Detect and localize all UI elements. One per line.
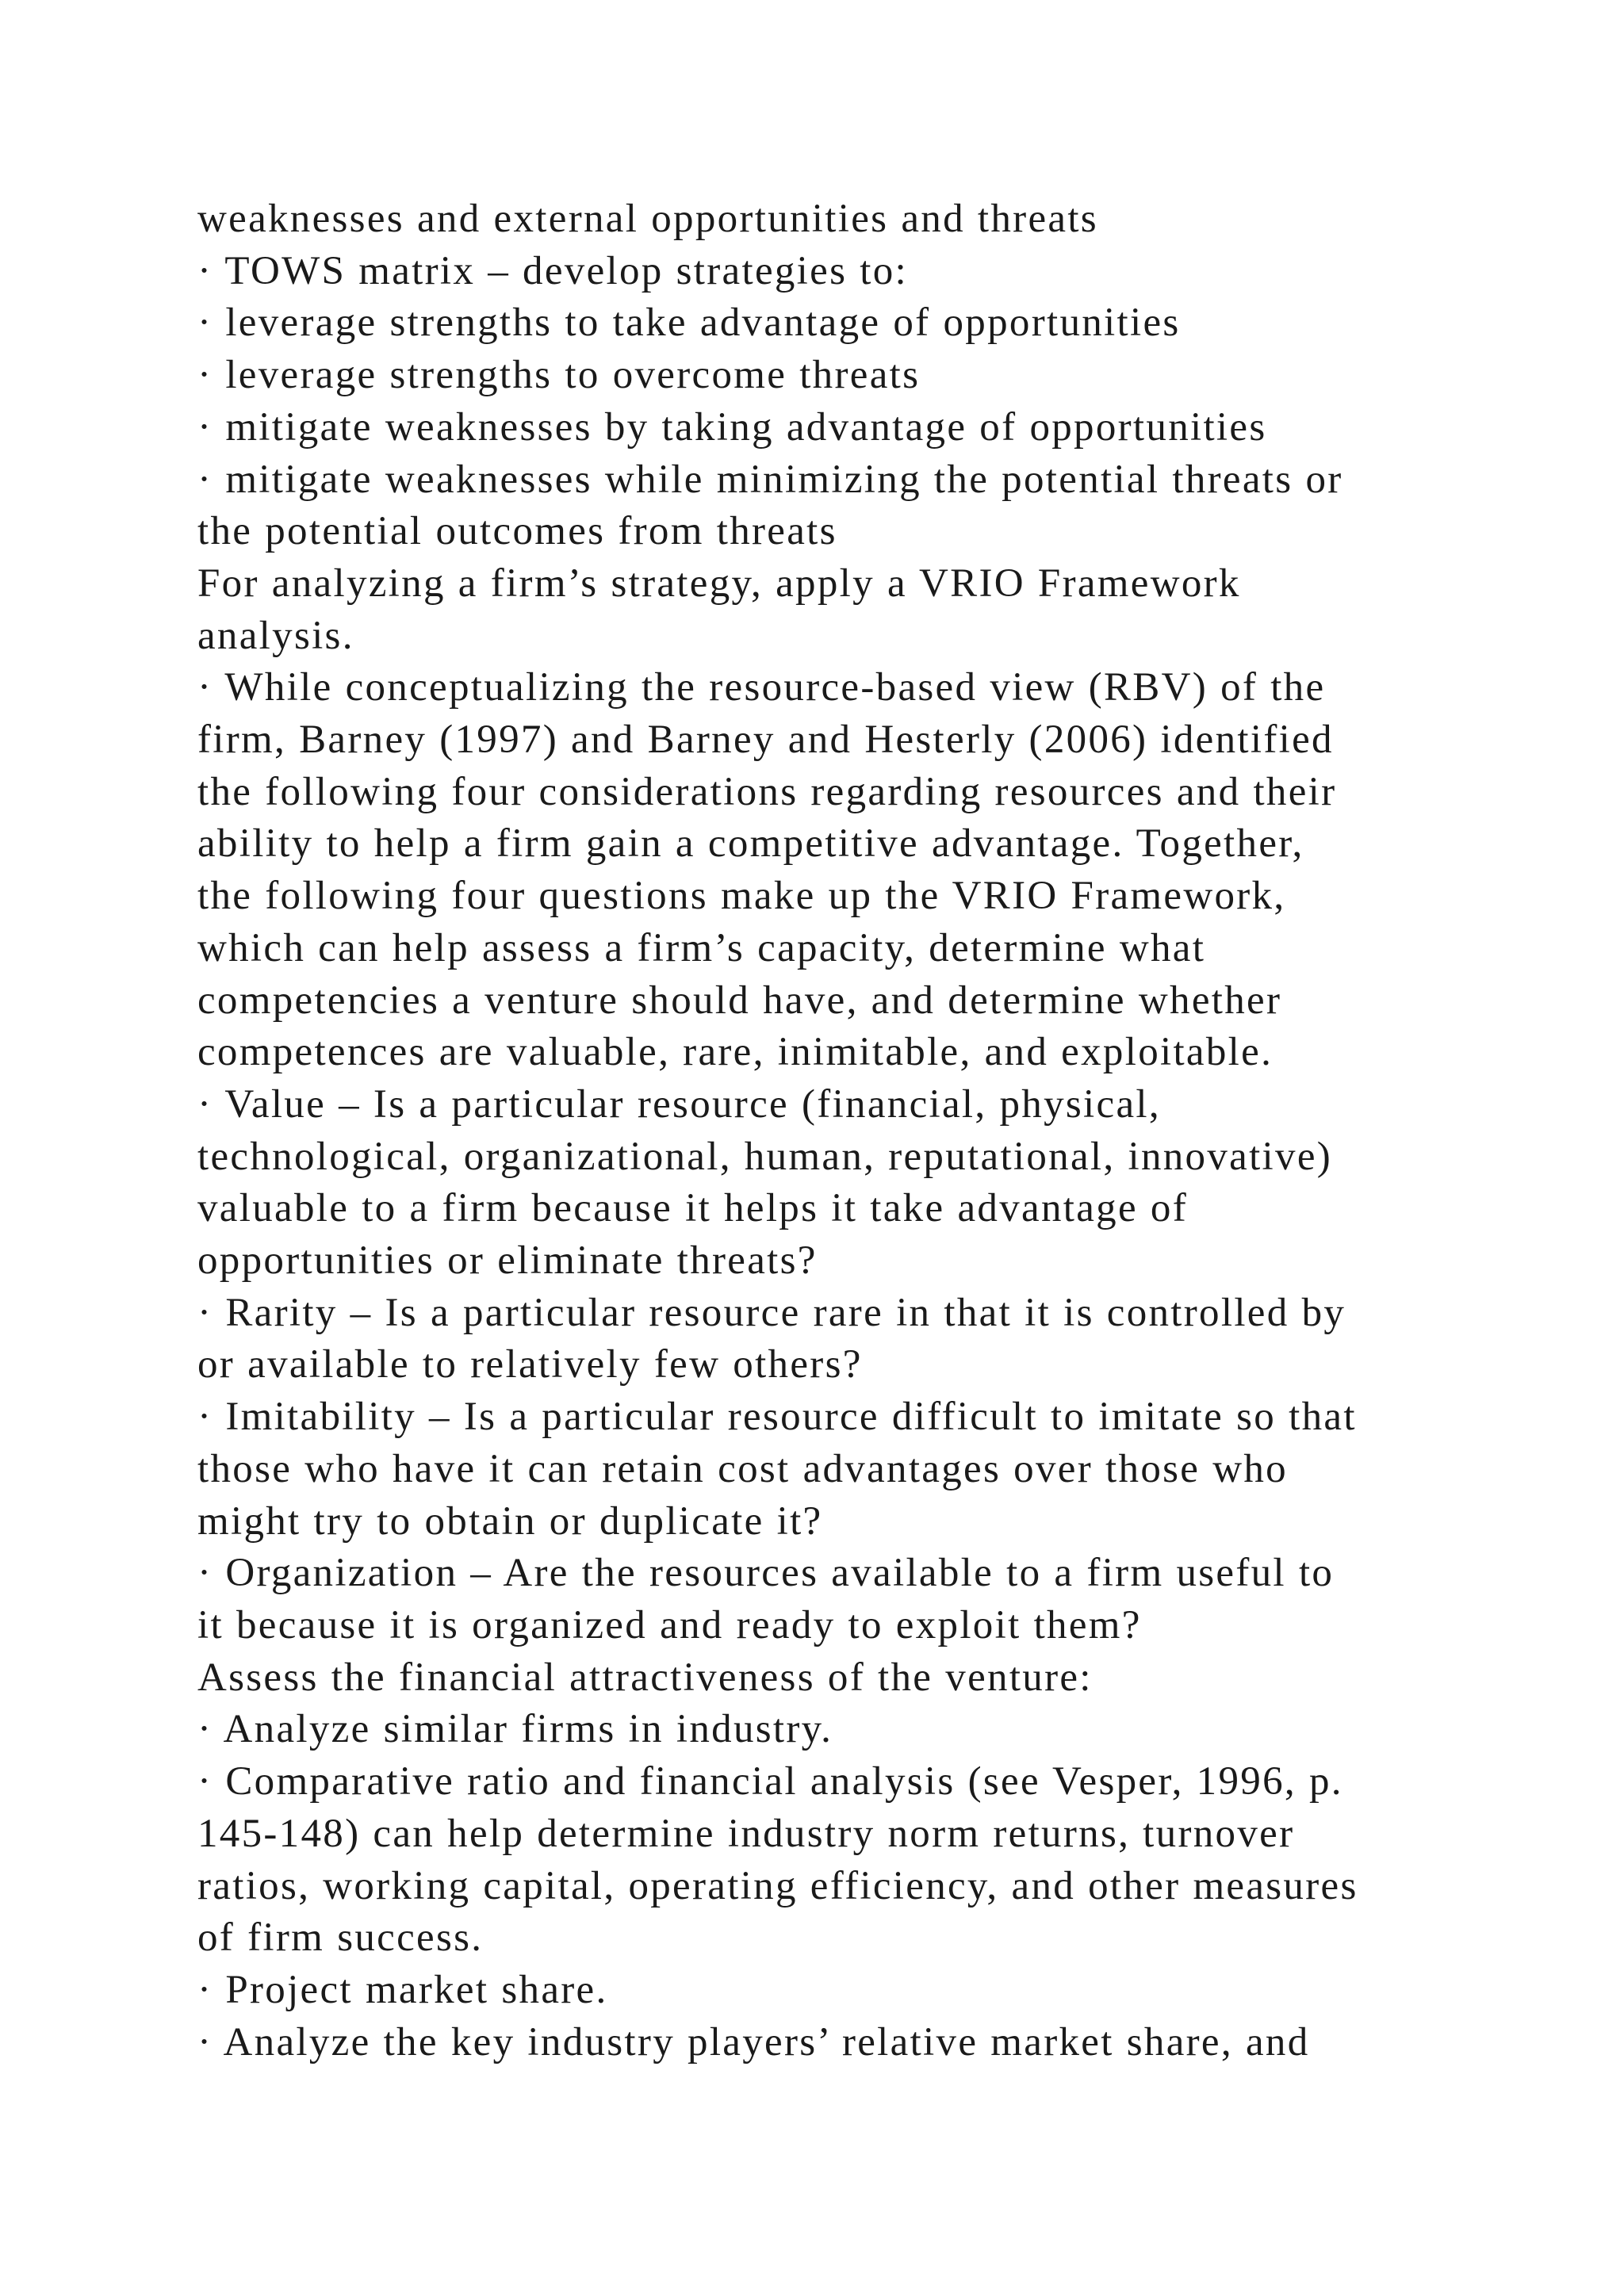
text-line: might try to obtain or duplicate it? — [197, 1498, 823, 1544]
text-line: · TOWS matrix – develop strategies to: — [197, 248, 909, 293]
text-line: competences are valuable, rare, inimitable, and exploitable. — [197, 1030, 1274, 1075]
text-line: For analyzing a firm’s strategy, apply a VRIO Framework — [197, 561, 1241, 606]
text-line: · Organization – Are the resources available to a firm useful to — [197, 1551, 1335, 1596]
text-line: firm, Barney (1997) and Barney and Hesterly (2006) identified — [197, 718, 1334, 763]
document-body — [197, 193, 1561, 2068]
text-line: · Analyze similar firms in industry. — [197, 1707, 833, 1752]
text-line: · Rarity – Is a particular resource rare in that it is controlled by — [197, 1290, 1346, 1335]
text-line: of firm success. — [197, 1915, 484, 1961]
text-line: · Project market share. — [197, 1967, 608, 2012]
text-line: the following four questions make up the VRIO Framework, — [197, 874, 1286, 919]
text-line: · mitigate weaknesses by taking advantage of opportunities — [197, 404, 1267, 450]
text-line: the following four considerations regarding resources and their — [197, 769, 1337, 814]
text-line: · Analyze the key industry players’ relative market share, and — [197, 2019, 1310, 2064]
text-line: · While conceptualizing the resource-based view (RBV) of the — [197, 665, 1326, 710]
text-line: competencies a venture should have, and determine whether — [197, 978, 1282, 1023]
text-line: it because it is organized and ready to exploit them? — [197, 1602, 1142, 1647]
text-line: those who have it can retain cost advantages over those who — [197, 1446, 1288, 1491]
text-line: ability to help a firm gain a competitive advantage. Together, — [197, 821, 1304, 867]
text-line: · mitigate weaknesses while minimizing the potential threats or — [197, 457, 1343, 502]
text-line: · leverage strengths to take advantage of opportunities — [197, 300, 1181, 346]
text-line: · leverage strengths to overcome threats — [197, 353, 921, 398]
text-line: opportunities or eliminate threats? — [197, 1238, 818, 1284]
text-line: the potential outcomes from threats — [197, 509, 837, 554]
text-line: ratios, working capital, operating efficiency, and other measures — [197, 1863, 1358, 1908]
text-line: · Imitability – Is a particular resource difficult to imitate so that — [197, 1395, 1357, 1440]
text-line: which can help assess a firm’s capacity, determine what — [197, 925, 1206, 970]
text-line: technological, organizational, human, reputational, innovative) — [197, 1134, 1333, 1179]
text-line: analysis. — [197, 613, 354, 658]
text-line: weaknesses and external opportunities and threats — [197, 197, 1098, 241]
text-line: valuable to a firm because it helps it take advantage of — [197, 1186, 1189, 1231]
text-line: or available to relatively few others? — [197, 1342, 863, 1387]
text-line: · Comparative ratio and financial analysis (see Vesper, 1996, p. — [197, 1759, 1343, 1804]
text-line: 145-148) can help determine industry norm returns, turnover — [197, 1811, 1295, 1856]
text-line: · Value – Is a particular resource (financial, physical, — [197, 1081, 1161, 1127]
text-line: Assess the financial attractiveness of the venture: — [197, 1655, 1093, 1700]
